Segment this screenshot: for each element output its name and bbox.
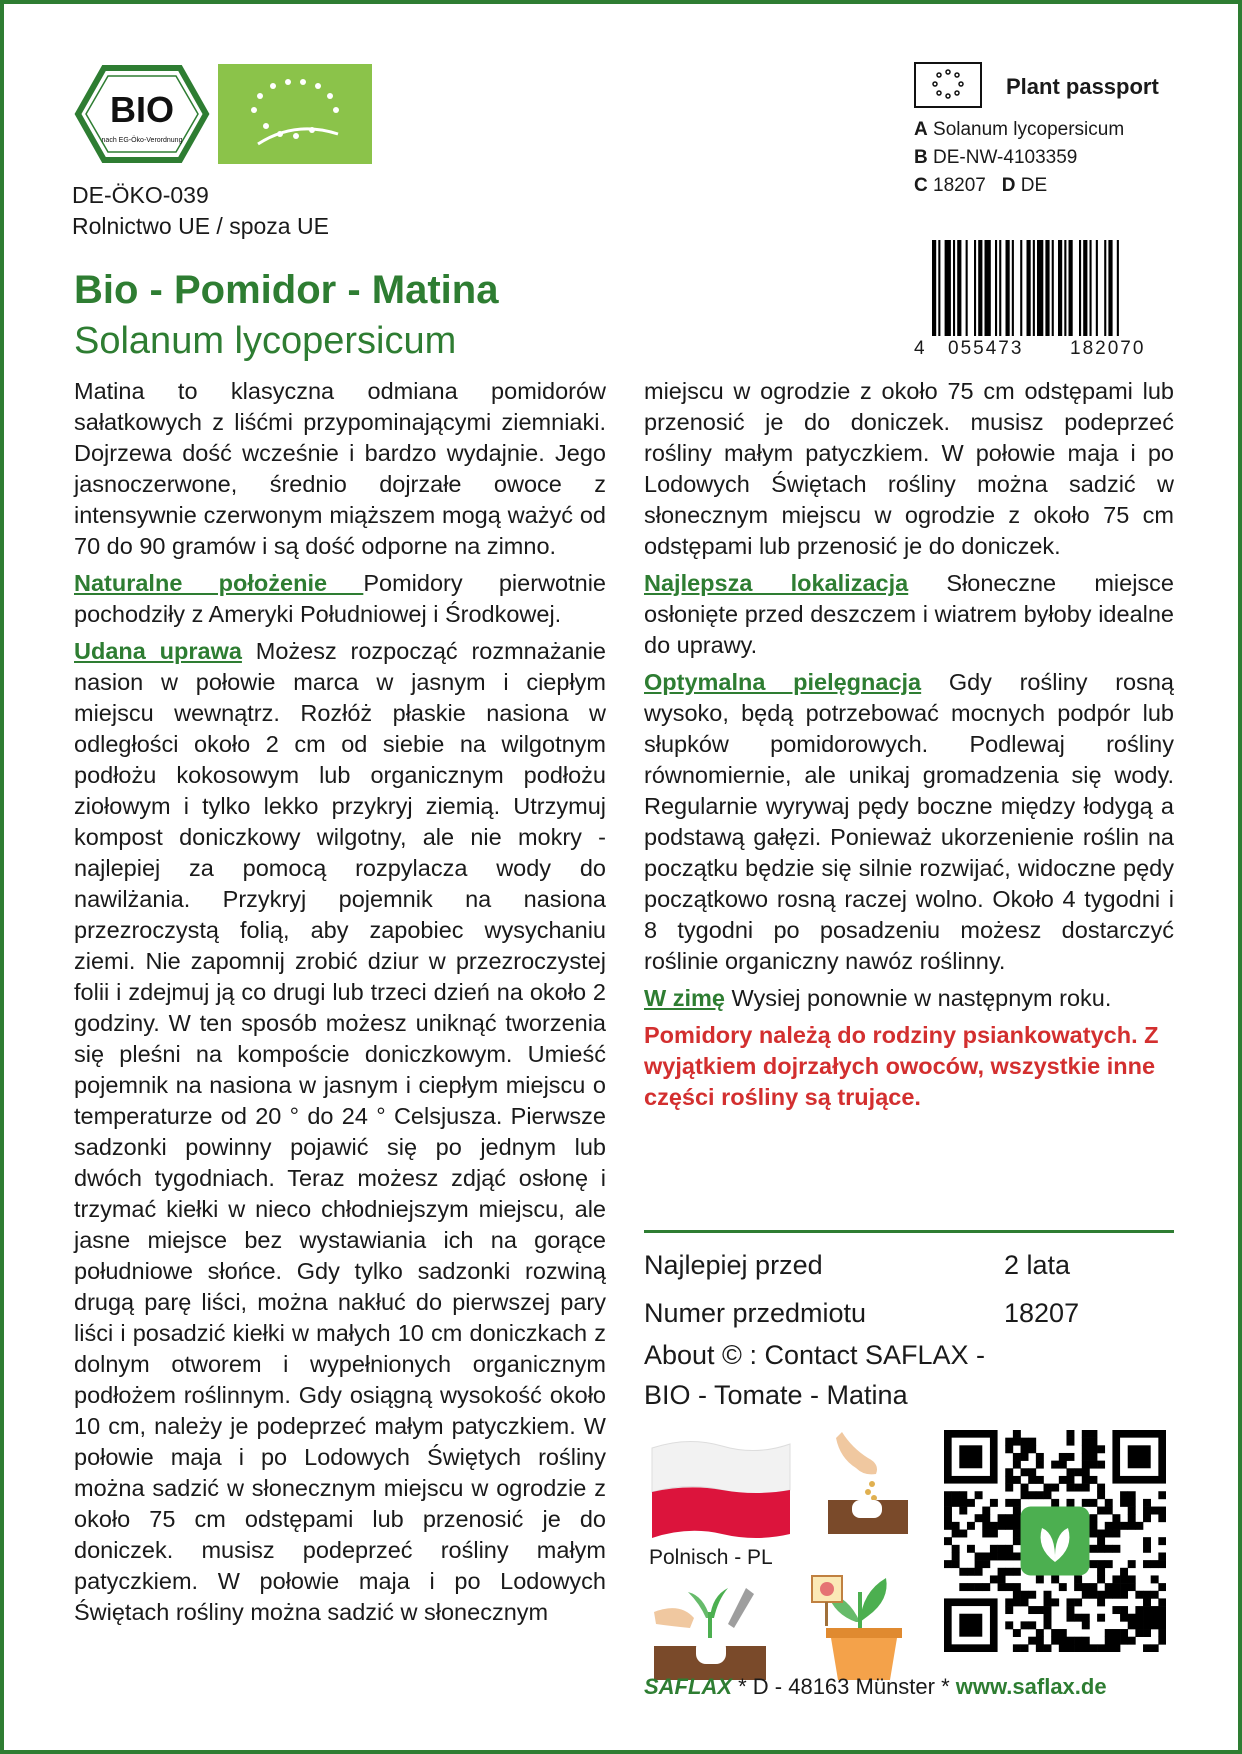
website-link[interactable]: www.saflax.de [955,1674,1107,1699]
right-column [644,376,1174,1119]
passport-line-b: B DE-NW-4103359 [914,147,1078,168]
barcode-bar [1069,240,1073,336]
barcode-bar [999,240,1001,336]
barcode-digit-1: 4 [914,338,925,359]
barcode-bar [1020,240,1022,336]
product-title: Bio - Pomidor - Matina [74,268,499,312]
barcode-bar [966,240,968,336]
left-column [74,376,606,1634]
barcode [932,240,1176,346]
footer-address: * D - 48163 Münster * [732,1674,956,1699]
bio-logo-text: BIO [109,89,175,130]
best-before-label: Najlepiej przed [644,1250,823,1280]
toxicity-warning: Pomidory należą do rodziny psiankowatych. Z wyjątkiem dojrzałych owoców, wszystkie inne części rośliny są trujące. [644,1022,1159,1110]
barcode-bar [995,240,997,336]
barcode-bar [978,240,982,336]
barcode-bar [1052,240,1054,336]
barcode-digits-2: 055473 [948,338,1024,359]
barcode-bar [974,240,976,336]
cert-origin: Rolnictwo UE / spoza UE [72,213,329,239]
barcode-bar [938,240,940,336]
barcode-bar [1037,240,1043,336]
bio-logo [74,64,210,164]
natural-heading: Naturalne położenie [74,570,364,596]
qr-code [944,1430,1166,1652]
cultivation-heading: Udana uprawa [74,638,242,664]
brand-logo: SAFLAX [644,1674,732,1699]
item-number-label: Numer przedmiotu [644,1298,867,1328]
barcode-bar [1064,240,1066,336]
barcode-bar [985,240,991,336]
sowing-icon [822,1428,912,1538]
barcode-bar [1083,240,1087,336]
planting-icon [650,1572,770,1684]
product-latin-name: Solanum lycopersicum [74,320,457,362]
barcode-bar [953,240,955,336]
barcode-bar [1006,240,1010,336]
barcode-bar [1117,240,1119,336]
barcode-digits-3: 182070 [1070,338,1146,359]
polish-flag-icon [648,1434,794,1544]
winter-paragraph: W zimę Wysiej ponownie w następnym roku. [644,985,1112,1011]
barcode-bar [1045,240,1049,336]
about-line-2: BIO - Tomate - Matina [644,1380,908,1410]
barcode-bar [1096,240,1098,336]
care-paragraph: Optymalna pielęgnacja Gdy rośliny rosną wysoko, będą potrzebować mocnych podpór lub słupków pomidorowych. Podlewaj rośliny równomiernie, ale unikaj gromadzenia się wody. Regularnie wyrywaj pędy boczne między łodygą a podstawą gałęzi. Ponieważ ukorzenienie roślin na początku będzie się silnie rozwijać, widoczne pędy początkowo rosną raczej wolno. Około 4 tygodni i 8 tygodni po posadzeniu możesz dostarczyć roślinie organiczny nawóz roślinny. [644,669,1174,974]
barcode-bar [1027,240,1031,336]
barcode-bar [1104,240,1106,336]
item-number-value: 18207 [1004,1298,1080,1328]
bio-logo-subtext: nach EG-Öko-Verordnung [101,137,183,144]
barcode-bar [1090,240,1092,336]
intro-paragraph: Matina to klasyczna odmiana pomidorów sałatkowych z liśćmi przypominającymi ziemniaki. Dojrzewa dość wcześnie i bardzo wydajnie. Jego jasnoczerwone, średnio dojrzałe owoce z intensywnie czerwonym miąższem mogą ważyć od 70 do 90 gramów i są dość odporne na zimno. [74,378,606,559]
cert-code: DE-ÖKO-039 [72,182,209,208]
barcode-bar [945,240,951,336]
info-divider [644,1230,1174,1233]
barcode-bar [1058,240,1062,336]
barcode-bar [957,240,961,336]
eu-flag-icon [914,62,982,108]
potted-plant-icon [804,1552,916,1684]
barcode-bar [1012,240,1014,336]
barcode-bar [1033,240,1035,336]
passport-line-cd: C 18207 D DE [914,175,1048,196]
natural-paragraph: Naturalne położenie Pomidory pierwotnie pochodziły z Ameryki Południowej i Środkowej. [74,570,606,627]
language-caption: Polnisch - PL [649,1546,773,1569]
passport-line-a: A Solanum lycopersicum [914,119,1125,140]
about-line-1: About © : Contact SAFLAX - [644,1340,986,1370]
continuation-paragraph: miejscu w ogrodzie z około 75 cm odstępami lub przenosić je do doniczek. musisz podeprzeć rośliny małym patyczkiem. W połowie maja i po Lodowych Świętach rośliny można sadzić w słonecznym miejscu w ogrodzie z około 75 cm odstępami lub przenosić je do doniczek. [644,378,1174,559]
footer [644,1674,1107,1700]
location-paragraph: Najlepsza lokalizacja Słoneczne miejsce osłonięte przed deszczem i wiatrem byłoby idealne do uprawy. [644,570,1174,658]
certification [72,180,329,242]
eu-organic-logo [218,64,372,164]
cultivation-paragraph: Udana uprawa Możesz rozpocząć rozmnażanie nasion w połowie marca w jasnym i ciepłym miejscu wewnątrz. Rozłóż płaskie nasiona w odległości około 2 cm od siebie na wilgotnym podłożu kokosowym lub organicznym podłożu ziołowym i tylko lekko przykryj ziemią. Utrzymuj kompost doniczkowy wilgotny, ale nie mokry - najlepiej za pomocą rozpylacza wody do nawilżania. Przykryj pojemnik na nasiona przezroczystą folią, aby zapobiec wysychaniu ziemi. Nie zapomnij zrobić dziur w przezroczystej folii i zdejmuj ją co drugi lub trzeci dzień na około 2 godziny. W ten sposób możesz uniknąć tworzenia się pleśni na kompoście doniczkowym. Umieść pojemnik na nasiona w jasnym i ciepłym miejscu o temperaturze od 20 ° do 24 ° Celsjusza. Pierwsze sadzonki powinny pojawić się po jednym lub dwóch tygodniach. Teraz możesz zdjąć osłonę i trzymać kiełki w nieco chłodniejszym miejscu, ale jasne miejsce bez wystawiania ich na gorące południowe słońce. Gdy tylko sadzonki rozwiną drugą parę liści, można nakłuć do pierwszej pary liści i posadzić kiełki w małych 10 cm doniczkach z dolnym otworem i wypełnionych organicznym podłożem roślinnym. Gdy osiągną wysokość około 10 cm, należy je podeprzeć małym patyczkiem. W połowie maja i po Lodowych Świętych rośliny można sadzić w słonecznym miejscu w ogrodzie z około 75 cm odstępami lub przenosić je do doniczek. musisz podeprzeć rośliny małym patyczkiem. W połowie maja i po Lodowych Świętach rośliny można sadzić w słonecznym [74,638,606,1625]
barcode-bar [1108,240,1112,336]
plant-passport-title: Plant passport [1006,74,1159,99]
winter-heading: W zimę [644,985,725,1011]
barcode-bar [932,240,936,336]
care-heading: Optymalna pielęgnacja [644,669,922,695]
barcode-bar [1079,240,1081,336]
location-heading: Najlepsza lokalizacja [644,570,909,596]
best-before-value: 2 lata [1004,1250,1071,1280]
